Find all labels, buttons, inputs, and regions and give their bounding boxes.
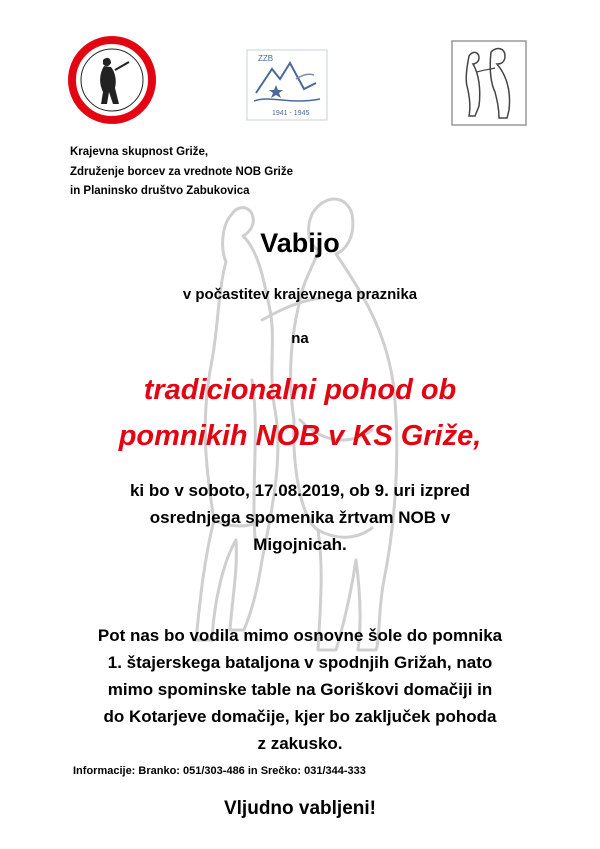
organizer-line: Krajevna skupnost Griže, (70, 146, 209, 158)
route-line: 1. štajerskega bataljona v spodnjih Grižah, nato (107, 653, 493, 672)
route-line: z zakusko. (257, 734, 343, 753)
contact-info: Informacije: Branko: 051/303-486 in Srečko: 031/344-333 (73, 765, 366, 777)
details-line: Migojnicah. (253, 535, 347, 554)
event-name-line: pomnikih NOB v KS Griže, (118, 420, 482, 452)
mountaineering-club-badge-icon (63, 36, 161, 124)
middle-logo-years: 1941 - 1945 (272, 110, 310, 117)
organizer-line: in Planinsko društvo Zabukovica (70, 185, 250, 197)
route-description (0, 622, 600, 757)
connector-text: na (291, 330, 309, 347)
veterans-association-logo-icon (246, 49, 328, 121)
route-line: mimo spominske table na Goriškovi domačiji in (107, 680, 493, 699)
organizer-line: Združenje borcev za vrednote NOB Griže (70, 165, 294, 178)
invitation-title: Vabijo (260, 228, 340, 258)
route-line: Pot nas bo vodila mimo osnovne šole do pomnika (97, 626, 503, 645)
closing-text: Vljudno vabljeni! (223, 798, 376, 819)
occasion-text: v počastitev krajevnega praznika (182, 286, 418, 303)
organizers-block (70, 143, 293, 202)
event-name-line: tradicionalni pohod ob (143, 374, 457, 406)
event-details (0, 477, 600, 558)
route-line: do Kotarjeve domačije, kjer bo zaključek pohoda (103, 707, 497, 726)
monument-sketch-icon (451, 40, 527, 126)
details-line: osrednjega spomenika žrtvam NOB v (149, 508, 451, 527)
details-line: ki bo v soboto, 17.08.2019, ob 9. uri izpred (129, 481, 471, 500)
svg-text:ZZB: ZZB (258, 54, 274, 63)
